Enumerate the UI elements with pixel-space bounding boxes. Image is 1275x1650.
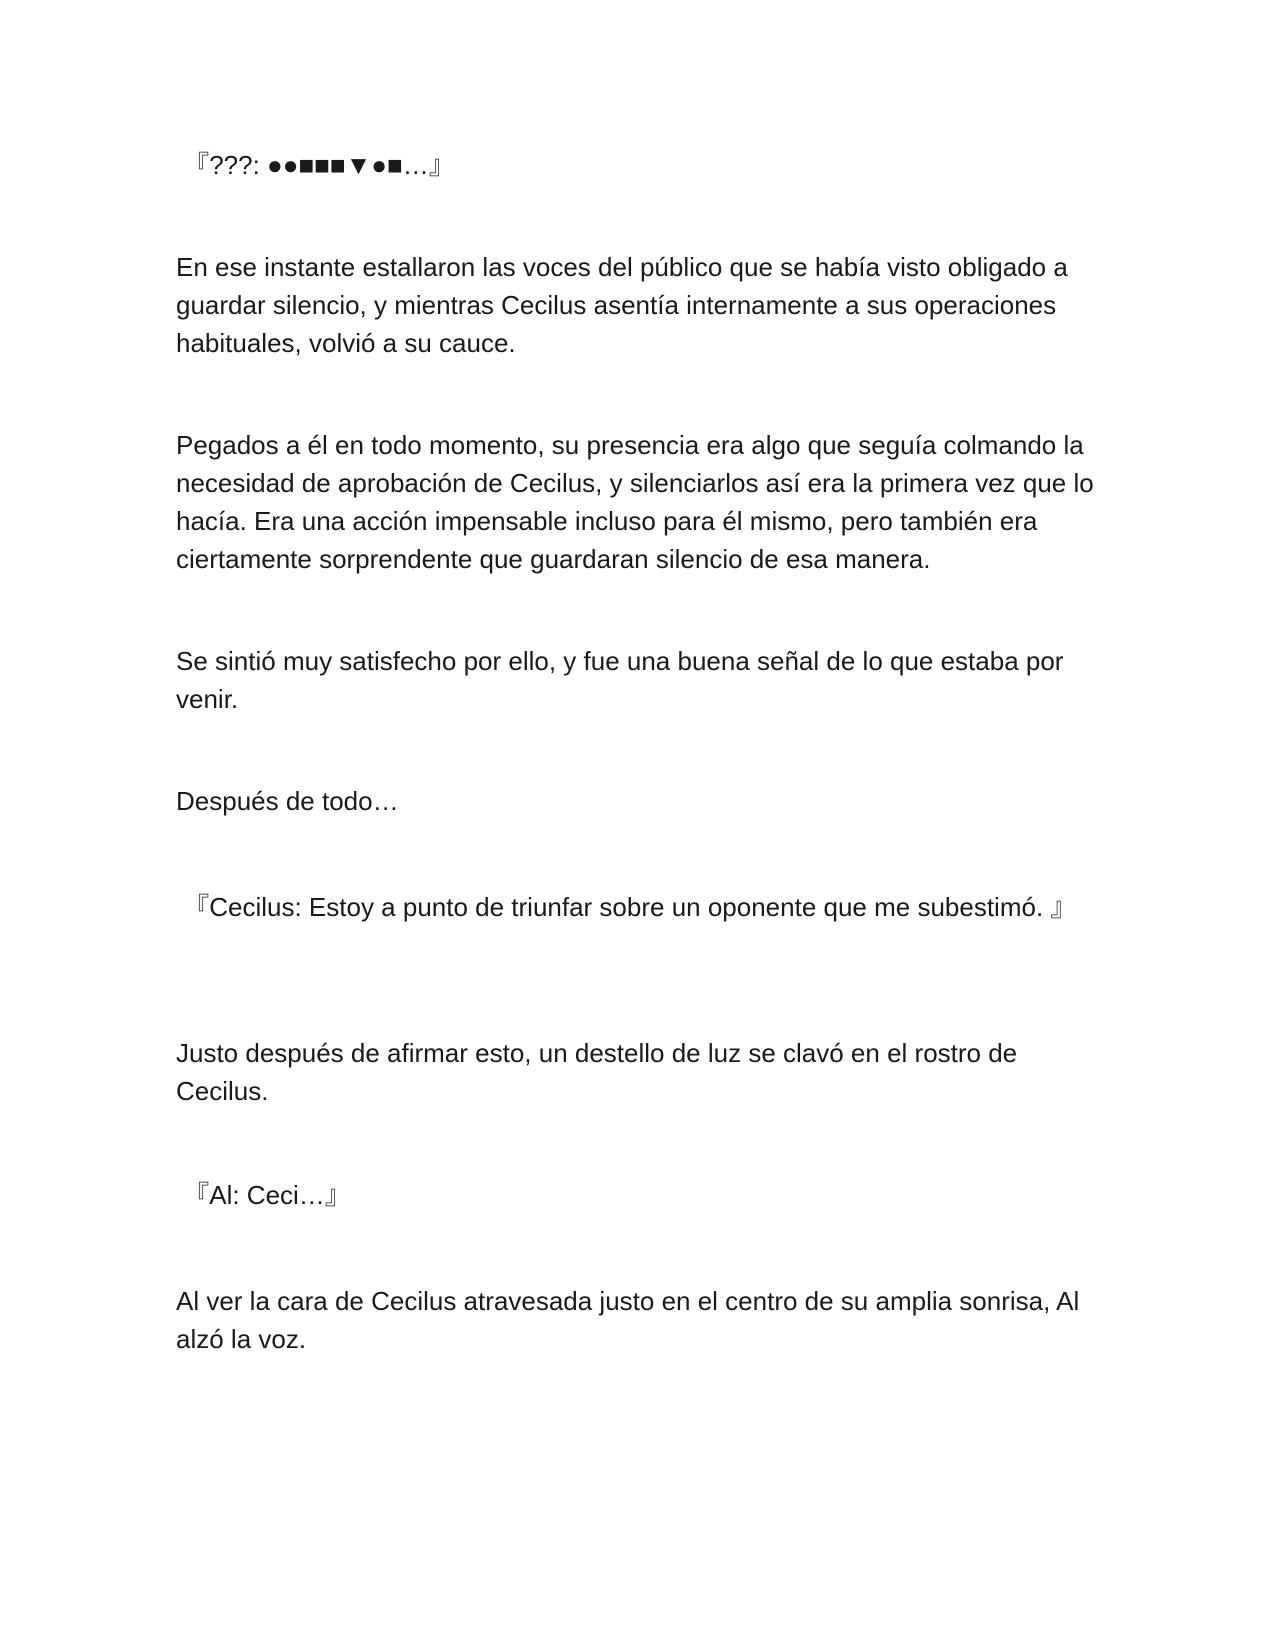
paragraph-6: Al ver la cara de Cecilus atravesada justo en el centro de su amplia sonrisa, Al alzó la voz. xyxy=(176,1286,1080,1354)
paragraph-4: Después de todo… xyxy=(176,786,399,816)
dialogue-cecilus: 『Cecilus: Estoy a punto de triunfar sobre un oponente que me subestimó. 』 xyxy=(176,892,1077,922)
paragraph-1: En ese instante estallaron las voces del público que se había visto obligado a guardar silencio, y mientras Cecilus asentía internamente a sus operaciones habituales, volvió a su cauce. xyxy=(176,252,1068,358)
paragraph-3: Se sintió muy satisfecho por ello, y fue una buena señal de lo que estaba por venir. xyxy=(176,646,1064,714)
paragraph-2: Pegados a él en todo momento, su presencia era algo que seguía colmando la necesidad de aprobación de Cecilus, y silenciarlos así era la primera vez que lo hacía. Era una acción impensable incluso para él mismo, pero también era ciertamente sorprendente que guardaran silencio de esa manera. xyxy=(176,430,1094,574)
dialogue-al: 『Al: Ceci…』 xyxy=(176,1180,351,1210)
dialogue-unknown: 『???: ●●■■■▼●■…』 xyxy=(176,150,455,180)
paragraph-5: Justo después de afirmar esto, un destello de luz se clavó en el rostro de Cecilus. xyxy=(176,1038,1018,1106)
